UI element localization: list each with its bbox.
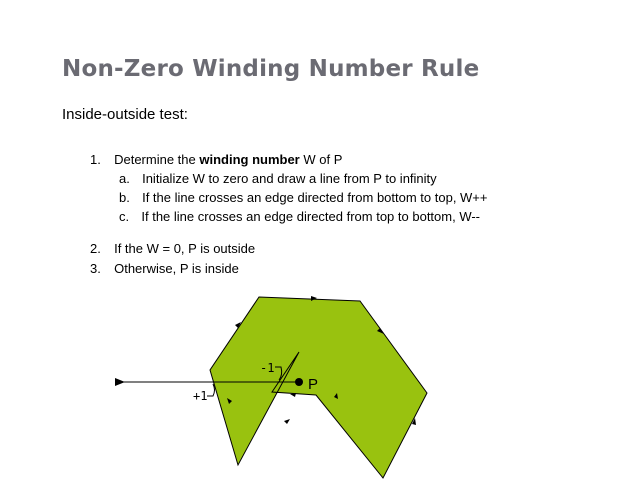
minus-one-label: -1 xyxy=(260,361,275,375)
step-1a-text: Initialize W to zero and draw a line from P to infinity xyxy=(142,171,437,186)
step-1-number: 1. xyxy=(90,152,101,167)
plus-one-crossing-hook xyxy=(207,384,215,396)
step-2-text: If the W = 0, P is outside xyxy=(114,241,256,256)
step-3-text: Otherwise, P is inside xyxy=(114,261,239,276)
step-1a-letter: a. xyxy=(119,171,130,186)
plus-one-label: +1 xyxy=(193,389,208,403)
step-1c-letter: c. xyxy=(119,209,130,224)
slide-title: Non-Zero Winding Number Rule xyxy=(62,56,480,82)
step-1b-text: If the line crosses an edge directed from bottom to top, W++ xyxy=(142,190,488,205)
edge-arrow-bottom-left xyxy=(284,419,290,424)
step-1c-text: If the line crosses an edge directed from top to bottom, W-- xyxy=(141,209,481,224)
slide-subtitle: Inside-outside test: xyxy=(62,106,188,123)
step-1b-letter: b. xyxy=(119,190,130,205)
step-2-number: 2. xyxy=(90,241,101,256)
point-p-dot xyxy=(295,378,303,386)
step-1-text-after: W of P xyxy=(299,152,343,167)
point-p-label: P xyxy=(308,376,319,393)
step-3-number: 3. xyxy=(90,261,101,276)
step-1-bold-term: winding number xyxy=(199,152,300,167)
step-1-text-before: Determine the xyxy=(114,152,200,167)
polygon-shape xyxy=(210,297,427,478)
